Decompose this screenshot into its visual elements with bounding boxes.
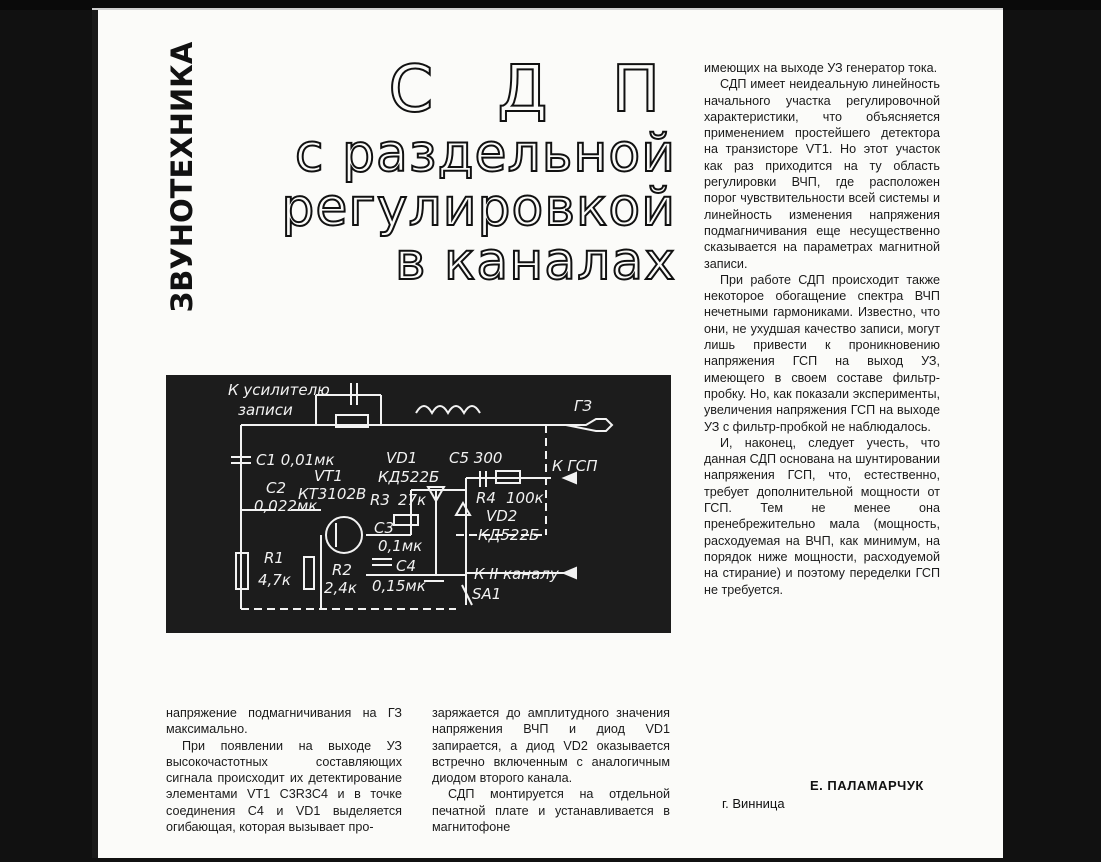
label-r1-val: 4,7к (258, 571, 291, 589)
paragraph: СДП имеет неидеальную линейность начального участка регулировочной характеристики, что объясняется применением простейшего детектора на транзисторе VT1. Но этот участок как раз приходится на ту область регулировки ВЧП, где расположен порог чувствительности всей системы и линейность изменения напряжения подмагничивания еще несущественно сказывается на параметрах магнитной записи. (704, 77, 940, 271)
title-line-1: С Д П (388, 53, 682, 127)
label-c3: С3 (374, 519, 395, 537)
label-c5: С5 300 (449, 449, 503, 467)
label-sa1: SA1 (472, 585, 502, 603)
author-city: г. Винница (722, 796, 785, 811)
label-r2: R2 (332, 561, 352, 579)
paragraph: При работе СДП происходит также некоторое обогащение спектра ВЧП нечетными гармониками. Известно, что они, не ухудшая качество записи, могут лишь привести к проникновению напряжения ГСП на выход УЗ, имеющего в своем составе фильтр-пробку. Но, как показали эксперименты, увеличения напряжения ГСП на выходе УЗ с фильтр-пробкой не наблюдалось. (704, 272, 940, 434)
label-vt1-type: КТ3102В (298, 485, 367, 503)
schematic-labels (228, 381, 598, 603)
label-r4-val: 100к (506, 489, 544, 507)
author-name: Е. ПАЛАМАРЧУК (810, 778, 924, 793)
label-c1: С1 0,01мк (256, 451, 335, 469)
label-r3-val: 27к (398, 491, 427, 509)
article-column-middle (432, 705, 670, 835)
title-line-4: в каналах (394, 232, 676, 292)
label-channel: К II каналу (474, 565, 559, 583)
label-r3: R3 (370, 491, 390, 509)
label-c4-val: 0,15мк (372, 577, 426, 595)
label-c4: С4 (396, 557, 417, 575)
label-gsp: К ГСП (552, 457, 598, 475)
paragraph: При появлении на выходе УЗ высокочастотных составляющих сигнала происходит их детектирование элементами VT1 C3R3C4 и в точке соединения С4 и VD1 выделяется огибающая, которая вызывает про- (166, 738, 402, 835)
label-input: К усилителю (228, 381, 330, 399)
title-line-2: с раздельной (294, 124, 676, 184)
label-g3: ГЗ (574, 397, 592, 415)
paragraph: напряжение подмагничивания на ГЗ максимально. (166, 706, 402, 737)
label-r2-val: 2,4к (324, 579, 357, 597)
label-vt1: VT1 (314, 467, 343, 485)
article-column-right (704, 60, 940, 598)
article-title (206, 53, 682, 292)
label-c3-val: 0,1мк (378, 537, 423, 555)
label-vd2: VD2 (486, 507, 518, 525)
label-c2-val: 0,022мк (254, 497, 318, 515)
paragraph: имеющих на выходе УЗ генератор тока. (704, 61, 938, 75)
label-vd1-type: КД522Б (378, 468, 440, 486)
rubric-text: ЗВУНОТЕХНИКА (165, 41, 199, 313)
paragraph: СДП монтируется на отдельной печатной плате и устанавливается в магнитофоне (432, 787, 670, 835)
label-r4: R4 (476, 489, 496, 507)
label-r1: R1 (264, 549, 284, 567)
label-vd1: VD1 (386, 449, 418, 467)
label-input-2: записи (238, 401, 293, 419)
label-vd2-type: КД522Б (478, 526, 540, 544)
paragraph: И, наконец, следует учесть, что данная СДП основана на шунтировании напряжения ГСП, что, естественно, требует дополнительной мощности от ГСП. Тем не менее она пренебрежительно мала (мощность, расходуемая на ВЧП, как минимум, на порядок ниже мощности, расходуемой на стирание) и поэтому переделки ГСП не требуется. (704, 435, 940, 597)
label-c2: С2 (266, 479, 287, 497)
section-rubric (164, 41, 200, 313)
paragraph: заряжается до амплитудного значения напряжения ВЧП и диод VD1 запирается, а диод VD2 оказывается встречно включенным с аналогичным диодом второго канала. (432, 706, 670, 786)
article-column-left (166, 705, 402, 835)
circuit-schematic (166, 375, 671, 633)
title-line-3: регулировкой (281, 178, 676, 238)
viewer-right-margin (1003, 10, 1101, 862)
viewer-bottom-bar (0, 858, 1101, 862)
viewer-left-margin (0, 10, 92, 862)
